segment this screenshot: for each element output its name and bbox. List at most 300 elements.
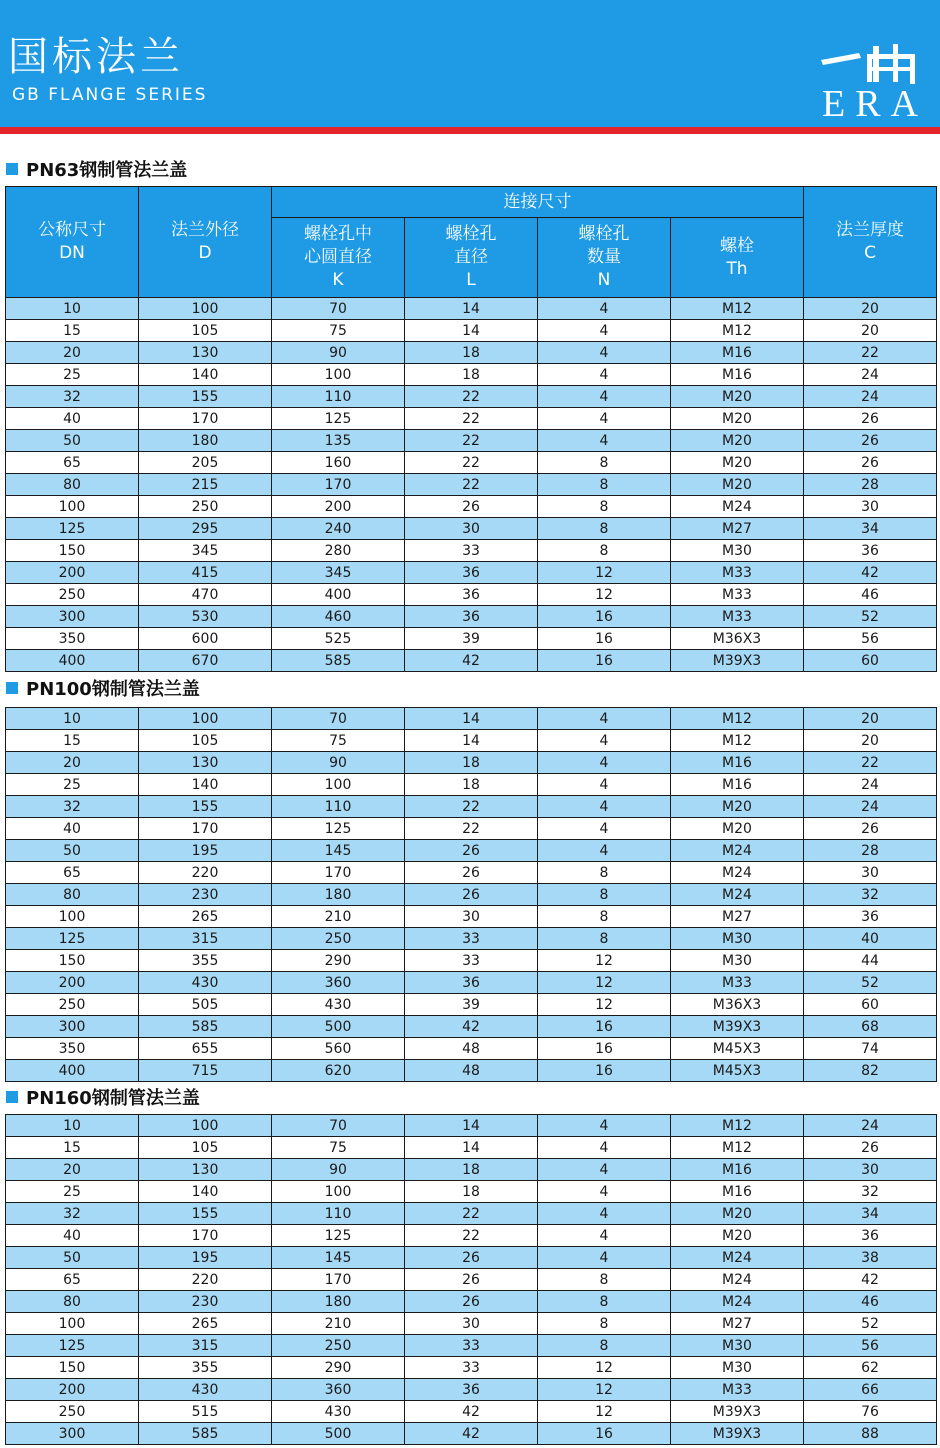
- table-row: [6, 1269, 937, 1291]
- table-cell: 36: [405, 562, 538, 584]
- table-cell: 14: [405, 1115, 538, 1137]
- table-cell: M33: [671, 606, 804, 628]
- table-cell: M30: [671, 540, 804, 562]
- table-cell: 15: [6, 730, 139, 752]
- table-cell: 32: [6, 386, 139, 408]
- table-cell: 60: [804, 650, 937, 672]
- table-cell: 230: [139, 1291, 272, 1313]
- table-cell: M20: [671, 408, 804, 430]
- table-cell: 100: [272, 364, 405, 386]
- table-cell: 76: [804, 1401, 937, 1423]
- col-c-label: 法兰厚度 C: [836, 220, 904, 263]
- col-d-label: 法兰外径 D: [171, 220, 239, 263]
- table-row: [6, 906, 937, 928]
- table-cell: 4: [538, 386, 671, 408]
- table-row: [6, 730, 937, 752]
- table-cell: 14: [405, 708, 538, 730]
- table-row: [6, 1016, 937, 1038]
- table-cell: 26: [405, 884, 538, 906]
- table-cell: M20: [671, 1225, 804, 1247]
- table-cell: M16: [671, 1181, 804, 1203]
- table-row: [6, 884, 937, 906]
- table-cell: 22: [405, 818, 538, 840]
- table-cell: 430: [139, 1379, 272, 1401]
- era-logo: [815, 36, 935, 120]
- table-cell: 170: [272, 474, 405, 496]
- table-row: [6, 818, 937, 840]
- table-cell: 250: [139, 496, 272, 518]
- table-cell: 12: [538, 562, 671, 584]
- table-cell: 20: [804, 730, 937, 752]
- table-cell: 130: [139, 342, 272, 364]
- table-cell: 4: [538, 1225, 671, 1247]
- table-cell: 26: [804, 818, 937, 840]
- col-header-dn: [6, 187, 139, 298]
- table-cell: 220: [139, 862, 272, 884]
- table-cell: 215: [139, 474, 272, 496]
- table-cell: 400: [272, 584, 405, 606]
- table-cell: 8: [538, 884, 671, 906]
- table-cell: 34: [804, 518, 937, 540]
- pn63-rows: [6, 298, 937, 672]
- table-cell: 70: [272, 708, 405, 730]
- table-cell: 210: [272, 1313, 405, 1335]
- table-cell: 16: [538, 606, 671, 628]
- table-row: [6, 408, 937, 430]
- col-header-n: [538, 218, 671, 298]
- table-cell: 24: [804, 386, 937, 408]
- table-cell: 4: [538, 840, 671, 862]
- table-cell: 75: [272, 730, 405, 752]
- table-cell: 30: [405, 518, 538, 540]
- table-cell: 8: [538, 518, 671, 540]
- table-row: [6, 1335, 937, 1357]
- table-cell: M20: [671, 818, 804, 840]
- table-cell: 22: [405, 1225, 538, 1247]
- table-cell: 715: [139, 1060, 272, 1082]
- table-cell: 14: [405, 1137, 538, 1159]
- table-cell: 530: [139, 606, 272, 628]
- table-cell: M33: [671, 584, 804, 606]
- table-cell: 140: [139, 1181, 272, 1203]
- table-cell: M20: [671, 474, 804, 496]
- table-cell: 20: [6, 342, 139, 364]
- table-cell: 26: [804, 408, 937, 430]
- table-cell: 25: [6, 364, 139, 386]
- table-cell: 4: [538, 1159, 671, 1181]
- table-cell: 250: [6, 994, 139, 1016]
- table-cell: 30: [405, 1313, 538, 1335]
- table-cell: M24: [671, 884, 804, 906]
- table-cell: 145: [272, 1247, 405, 1269]
- table-cell: 8: [538, 496, 671, 518]
- table-row: [6, 1181, 937, 1203]
- table-cell: M39X3: [671, 1401, 804, 1423]
- table-cell: M20: [671, 796, 804, 818]
- table-cell: 40: [6, 408, 139, 430]
- table-cell: 4: [538, 298, 671, 320]
- table-cell: 400: [6, 1060, 139, 1082]
- table-cell: 125: [272, 1225, 405, 1247]
- col-header-l: [405, 218, 538, 298]
- table-cell: 8: [538, 1335, 671, 1357]
- table-cell: 125: [6, 518, 139, 540]
- table-cell: M30: [671, 928, 804, 950]
- table-cell: 36: [804, 540, 937, 562]
- table-cell: 18: [405, 752, 538, 774]
- table-row: [6, 1159, 937, 1181]
- table-cell: 48: [405, 1060, 538, 1082]
- accent-line: [0, 127, 940, 134]
- table-cell: 56: [804, 628, 937, 650]
- table-cell: M24: [671, 496, 804, 518]
- table-cell: 30: [804, 1159, 937, 1181]
- table-cell: 655: [139, 1038, 272, 1060]
- table-cell: 230: [139, 884, 272, 906]
- table-cell: M30: [671, 1335, 804, 1357]
- table-cell: 430: [139, 972, 272, 994]
- table-cell: 16: [538, 1016, 671, 1038]
- table-cell: 42: [804, 562, 937, 584]
- section-title-pn63: [6, 160, 187, 182]
- table-cell: M20: [671, 430, 804, 452]
- table-cell: 100: [272, 774, 405, 796]
- table-cell: 145: [272, 840, 405, 862]
- table-cell: 155: [139, 1203, 272, 1225]
- table-cell: 42: [405, 1016, 538, 1038]
- table-row: [6, 386, 937, 408]
- section-title-pn160: [6, 1088, 200, 1110]
- table-cell: M24: [671, 840, 804, 862]
- table-cell: 210: [272, 906, 405, 928]
- table-cell: M24: [671, 1269, 804, 1291]
- table-cell: 36: [405, 584, 538, 606]
- table-cell: 36: [804, 1225, 937, 1247]
- table-cell: 315: [139, 1335, 272, 1357]
- table-cell: 66: [804, 1379, 937, 1401]
- table-cell: 12: [538, 1401, 671, 1423]
- table-cell: 22: [405, 430, 538, 452]
- table-cell: 34: [804, 1203, 937, 1225]
- table-cell: 180: [272, 1291, 405, 1313]
- table-cell: 10: [6, 1115, 139, 1137]
- table-cell: 155: [139, 796, 272, 818]
- table-row: [6, 518, 937, 540]
- table-cell: 22: [405, 1203, 538, 1225]
- table-cell: 195: [139, 1247, 272, 1269]
- pn63-table: [5, 186, 937, 672]
- table-cell: 200: [6, 972, 139, 994]
- table-cell: 125: [272, 818, 405, 840]
- table-cell: 110: [272, 796, 405, 818]
- col-header-th: [671, 218, 804, 298]
- table-cell: 88: [804, 1423, 937, 1445]
- table-cell: M39X3: [671, 1423, 804, 1445]
- table-cell: 140: [139, 364, 272, 386]
- table-cell: 4: [538, 1203, 671, 1225]
- table-cell: 8: [538, 1313, 671, 1335]
- table-row: [6, 1060, 937, 1082]
- table-row: [6, 994, 937, 1016]
- table-cell: 460: [272, 606, 405, 628]
- table-cell: 38: [804, 1247, 937, 1269]
- col-header-group: 连接尺寸: [272, 187, 804, 218]
- table-cell: 82: [804, 1060, 937, 1082]
- table-cell: 14: [405, 730, 538, 752]
- table-cell: M27: [671, 1313, 804, 1335]
- table-cell: 14: [405, 298, 538, 320]
- table-cell: 585: [139, 1423, 272, 1445]
- table-cell: 12: [538, 584, 671, 606]
- table-row: [6, 840, 937, 862]
- table-cell: 52: [804, 1313, 937, 1335]
- table-row: [6, 1137, 937, 1159]
- table-row: [6, 430, 937, 452]
- table-cell: 290: [272, 1357, 405, 1379]
- table-cell: 90: [272, 1159, 405, 1181]
- table-row: [6, 342, 937, 364]
- table-cell: 360: [272, 972, 405, 994]
- table-cell: 345: [139, 540, 272, 562]
- table-cell: 130: [139, 1159, 272, 1181]
- table-cell: 50: [6, 430, 139, 452]
- table-cell: 33: [405, 1357, 538, 1379]
- table-cell: 28: [804, 840, 937, 862]
- table-row: [6, 1291, 937, 1313]
- table-cell: 4: [538, 796, 671, 818]
- table-row: [6, 474, 937, 496]
- table-cell: 125: [6, 928, 139, 950]
- table-cell: 100: [139, 1115, 272, 1137]
- table-cell: 150: [6, 540, 139, 562]
- table-cell: M12: [671, 298, 804, 320]
- table-cell: 4: [538, 364, 671, 386]
- square-bullet-icon: [6, 1091, 18, 1103]
- table-cell: 68: [804, 1016, 937, 1038]
- table-cell: 4: [538, 1181, 671, 1203]
- table-cell: 100: [6, 496, 139, 518]
- section-title-text: PN160钢制管法兰盖: [26, 1088, 200, 1109]
- table-cell: 500: [272, 1016, 405, 1038]
- table-cell: 620: [272, 1060, 405, 1082]
- table-cell: 24: [804, 1115, 937, 1137]
- table-cell: M16: [671, 342, 804, 364]
- table-cell: 65: [6, 862, 139, 884]
- table-cell: 30: [804, 496, 937, 518]
- table-cell: 205: [139, 452, 272, 474]
- table-cell: 24: [804, 774, 937, 796]
- table-cell: 105: [139, 730, 272, 752]
- table-cell: 56: [804, 1335, 937, 1357]
- table-cell: 100: [272, 1181, 405, 1203]
- table-cell: 22: [405, 452, 538, 474]
- table-cell: 26: [804, 430, 937, 452]
- table-cell: 135: [272, 430, 405, 452]
- table-cell: 36: [405, 606, 538, 628]
- table-cell: 18: [405, 1159, 538, 1181]
- table-cell: M36X3: [671, 628, 804, 650]
- svg-text:ERA: ERA: [822, 83, 928, 120]
- table-cell: 16: [538, 628, 671, 650]
- table-cell: 22: [804, 342, 937, 364]
- table-cell: 48: [405, 1038, 538, 1060]
- table-cell: M12: [671, 1115, 804, 1137]
- pn160-table: [5, 1114, 937, 1445]
- table-cell: 515: [139, 1401, 272, 1423]
- table-cell: 180: [139, 430, 272, 452]
- table-cell: 250: [6, 584, 139, 606]
- table-cell: M45X3: [671, 1060, 804, 1082]
- table-cell: 26: [804, 1137, 937, 1159]
- table-cell: 180: [272, 884, 405, 906]
- table-cell: 400: [6, 650, 139, 672]
- table-cell: 50: [6, 1247, 139, 1269]
- table-cell: 350: [6, 628, 139, 650]
- table-cell: 100: [139, 298, 272, 320]
- table-cell: 12: [538, 1357, 671, 1379]
- table-cell: 26: [804, 452, 937, 474]
- table-cell: 46: [804, 584, 937, 606]
- table-cell: 12: [538, 1379, 671, 1401]
- table-cell: 14: [405, 320, 538, 342]
- table-cell: 12: [538, 994, 671, 1016]
- table-cell: 125: [272, 408, 405, 430]
- table-cell: 20: [6, 1159, 139, 1181]
- table-cell: M12: [671, 730, 804, 752]
- table-row: [6, 708, 937, 730]
- table-cell: 4: [538, 1247, 671, 1269]
- table-cell: 26: [405, 1291, 538, 1313]
- col-dn-label: 公称尺寸 DN: [38, 220, 106, 263]
- table-cell: 65: [6, 452, 139, 474]
- table-cell: 75: [272, 1137, 405, 1159]
- table-cell: 26: [405, 1247, 538, 1269]
- table-cell: 560: [272, 1038, 405, 1060]
- table-cell: 350: [6, 1038, 139, 1060]
- table-cell: 25: [6, 774, 139, 796]
- table-row: [6, 774, 937, 796]
- table-row: [6, 1203, 937, 1225]
- table-cell: 40: [804, 928, 937, 950]
- table-cell: 4: [538, 1115, 671, 1137]
- col-l-label: 螺栓孔 直径 L: [445, 224, 497, 290]
- table-cell: 8: [538, 928, 671, 950]
- table-cell: 33: [405, 1335, 538, 1357]
- table-cell: 18: [405, 364, 538, 386]
- table-cell: 170: [272, 1269, 405, 1291]
- table-row: [6, 320, 937, 342]
- table-cell: M33: [671, 1379, 804, 1401]
- table-cell: 8: [538, 452, 671, 474]
- table-cell: 39: [405, 994, 538, 1016]
- table-cell: 33: [405, 950, 538, 972]
- table-cell: 30: [804, 862, 937, 884]
- table-row: [6, 650, 937, 672]
- table-cell: 26: [405, 496, 538, 518]
- table-row: [6, 950, 937, 972]
- table-cell: M12: [671, 708, 804, 730]
- table-cell: M12: [671, 1137, 804, 1159]
- table-cell: 585: [272, 650, 405, 672]
- table-cell: M20: [671, 1203, 804, 1225]
- table-cell: 150: [6, 1357, 139, 1379]
- table-cell: 4: [538, 818, 671, 840]
- table-cell: 200: [272, 496, 405, 518]
- table-cell: 42: [405, 650, 538, 672]
- table-cell: M20: [671, 452, 804, 474]
- table-cell: M16: [671, 1159, 804, 1181]
- table-row: [6, 1313, 937, 1335]
- pn100-table: [5, 707, 937, 1082]
- table-cell: 20: [804, 298, 937, 320]
- table-row: [6, 364, 937, 386]
- table-cell: 130: [139, 752, 272, 774]
- table-cell: 16: [538, 1423, 671, 1445]
- table-cell: 415: [139, 562, 272, 584]
- pn100-rows: [6, 708, 937, 1082]
- table-cell: 500: [272, 1423, 405, 1445]
- table-cell: 16: [538, 1038, 671, 1060]
- table-cell: 32: [6, 796, 139, 818]
- square-bullet-icon: [6, 682, 18, 694]
- table-cell: 105: [139, 320, 272, 342]
- table-cell: 8: [538, 862, 671, 884]
- pn160-rows: [6, 1115, 937, 1445]
- table-cell: 32: [804, 1181, 937, 1203]
- table-cell: 355: [139, 1357, 272, 1379]
- table-cell: 345: [272, 562, 405, 584]
- table-cell: 505: [139, 994, 272, 1016]
- table-cell: 18: [405, 342, 538, 364]
- table-cell: 290: [272, 950, 405, 972]
- table-cell: 170: [139, 408, 272, 430]
- table-cell: 24: [804, 364, 937, 386]
- table-cell: 36: [804, 906, 937, 928]
- table-cell: 80: [6, 1291, 139, 1313]
- table-cell: 22: [405, 474, 538, 496]
- col-n-label: 螺栓孔 数量 N: [578, 224, 630, 290]
- table-cell: 16: [538, 650, 671, 672]
- col-header-k: [272, 218, 405, 298]
- table-cell: 40: [6, 1225, 139, 1247]
- table-cell: M24: [671, 1291, 804, 1313]
- table-cell: 39: [405, 628, 538, 650]
- table-cell: 70: [272, 1115, 405, 1137]
- table-cell: 33: [405, 928, 538, 950]
- page-header: [0, 0, 940, 127]
- table-cell: 8: [538, 1269, 671, 1291]
- table-cell: 150: [6, 950, 139, 972]
- table-cell: M39X3: [671, 1016, 804, 1038]
- square-bullet-icon: [6, 163, 18, 175]
- table-cell: 300: [6, 1423, 139, 1445]
- table-cell: 28: [804, 474, 937, 496]
- table-cell: 360: [272, 1379, 405, 1401]
- table-cell: 12: [538, 950, 671, 972]
- table-cell: 105: [139, 1137, 272, 1159]
- table-cell: 4: [538, 708, 671, 730]
- table-cell: 90: [272, 752, 405, 774]
- section-title-text: PN100钢制管法兰盖: [26, 679, 200, 700]
- table-cell: 200: [6, 562, 139, 584]
- table-row: [6, 298, 937, 320]
- table-cell: 80: [6, 474, 139, 496]
- table-cell: M33: [671, 972, 804, 994]
- table-cell: 170: [139, 1225, 272, 1247]
- table-cell: M30: [671, 1357, 804, 1379]
- table-row: [6, 752, 937, 774]
- col-th-label: 螺栓 Th: [720, 235, 754, 279]
